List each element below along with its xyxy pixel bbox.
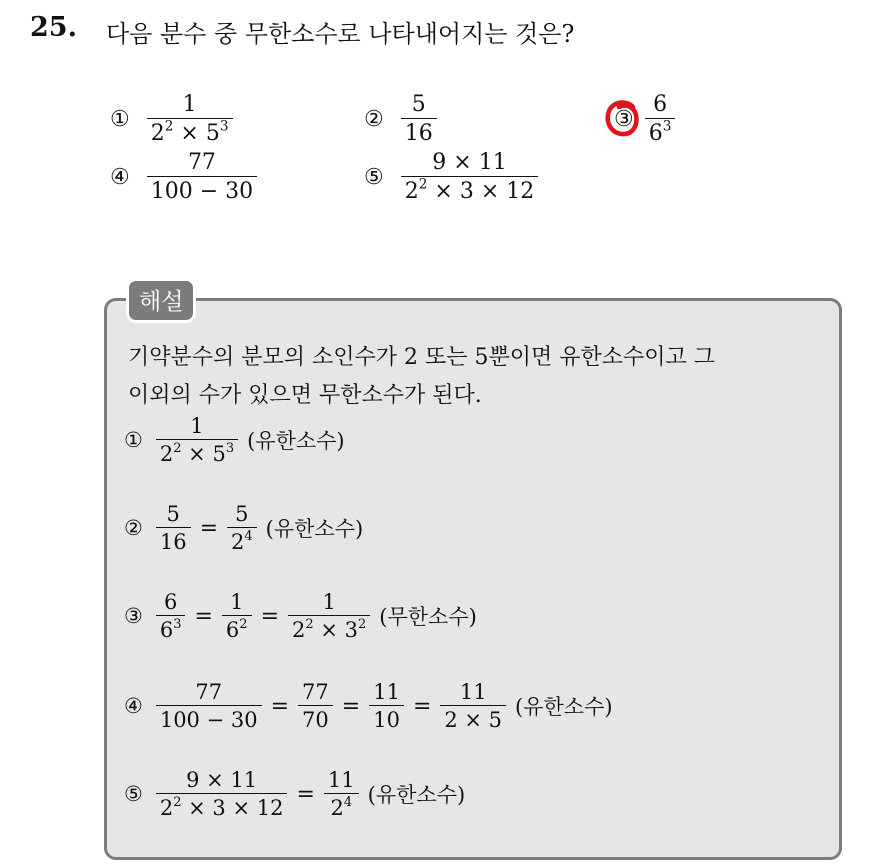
solution-row-3: ③ $\frac{6}{6^3}$ = $\frac{1}{6^2}$ = $\frac{1}{2^2 \times 3^2}$ (무한소수) <box>124 590 477 643</box>
choice-mark: ① <box>110 106 130 132</box>
question-number: 25. <box>30 12 77 43</box>
fraction: $\frac{5}{16}$ <box>401 92 437 147</box>
explanation-line-1: 기약분수의 분모의 소인수가 2 또는 5뿐이면 유한소수이고 그 <box>128 345 715 370</box>
solution-row-1: ① $\frac{1}{2^2 \times 5^3}$ (유한소수) <box>124 414 345 467</box>
choice-4[interactable] <box>110 150 260 205</box>
choice-mark: ④ <box>110 164 130 190</box>
fraction: $\frac{77}{100 - 30}$ <box>147 150 257 205</box>
fraction: $\frac{1}{2^2 \times 5^3}$ <box>147 92 233 147</box>
explanation-line-2: 이외의 수가 있으면 무한소수가 된다. <box>128 383 482 408</box>
question-text: 다음 분수 중 무한소수로 나타내어지는 것은? <box>106 20 575 48</box>
solution-tag: 해설 <box>126 278 196 323</box>
solution-row-5: ⑤ $\frac{9 \times 11}{2^2 \times 3 \times 12}$ = $\frac{11}{2^4}$ (유한소수) <box>124 768 466 821</box>
choice-mark: ③ <box>614 106 634 132</box>
fraction: $\frac{6}{6^3}$ <box>645 92 676 147</box>
answer-circle-mark <box>605 98 639 138</box>
fraction: $\frac{9 \times 11}{2^2 \times 3 \times 12}$ <box>401 150 539 205</box>
choice-mark: ② <box>364 106 384 132</box>
choice-mark: ⑤ <box>364 164 384 190</box>
choice-5[interactable] <box>364 150 541 205</box>
choice-2[interactable] <box>364 92 440 147</box>
solution-row-4: ④ $\frac{77}{100 - 30}$ = $\frac{77}{70}$ = $\frac{11}{10}$ = $\frac{11}{2 \times 5}$ (유한소수) <box>124 680 613 733</box>
solution-row-2: ② $\frac{5}{16}$ = $\frac{5}{2^4}$ (유한소수) <box>124 502 364 555</box>
choice-1[interactable] <box>110 92 236 147</box>
